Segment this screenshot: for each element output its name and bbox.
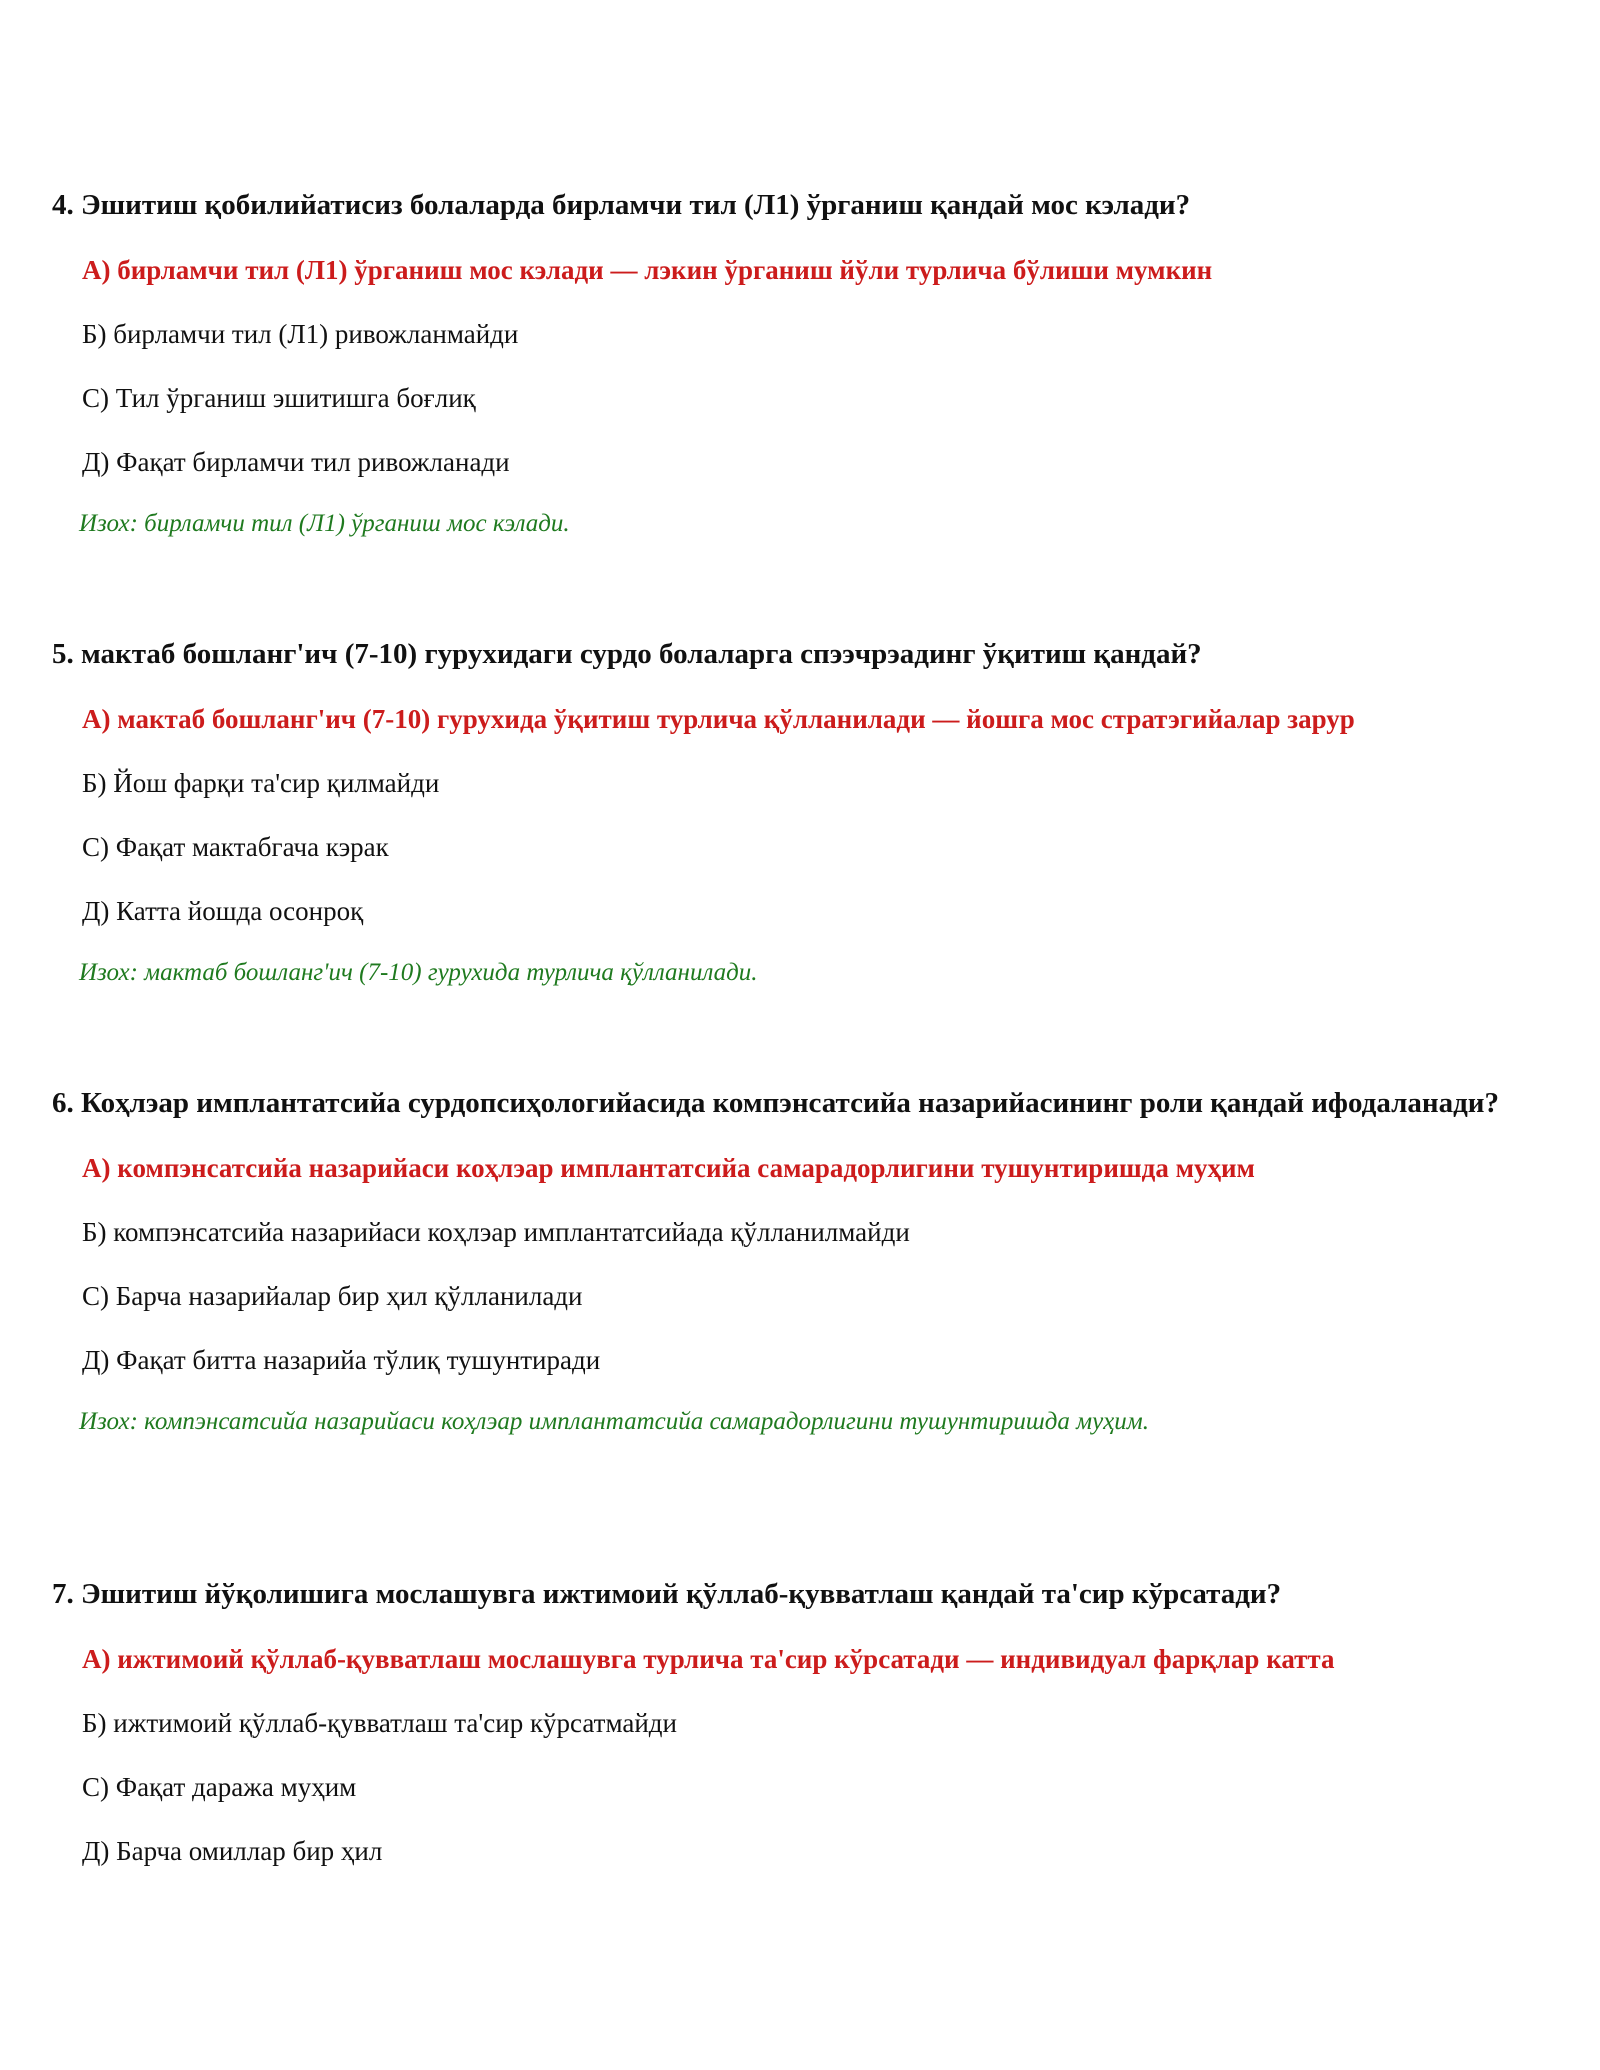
explanation-note: Изох: мактаб бошланг'ич (7-10) гурухида турлича қўлланилади. — [79, 959, 758, 986]
options-list — [52, 1136, 1532, 1392]
question-block-4 — [52, 184, 1532, 554]
option: Б) компэнсатсийа назарийаси коҳлэар имплантатсийада қўлланилмайди — [82, 1217, 910, 1247]
option: Д) Катта йошда осонроқ — [82, 896, 364, 926]
options-list — [52, 1627, 1532, 1883]
option: С) Фақат мактабгача кэрак — [82, 832, 389, 862]
question-title: 6. Коҳлэар имплантатсийа сурдопсиҳологийасида компэнсатсийа назарийасининг роли қандай ифодаланади? — [52, 1087, 1499, 1119]
question-block-6 — [52, 1082, 1532, 1452]
question-title: 5. мактаб бошланг'ич (7-10) гурухидаги сурдо болаларга спээчрэадинг ўқитиш қандай? — [52, 638, 1202, 670]
explanation-note: Изох: компэнсатсийа назарийаси коҳлэар имплантатсийа самарадорлигини тушунтиришда муҳим. — [79, 1408, 1149, 1435]
option: С) Фақат даража муҳим — [82, 1772, 357, 1802]
question-title: 4. Эшитиш қобилийатисиз болаларда бирламчи тил (Л1) ўрганиш қандай мос кэлади? — [52, 189, 1191, 221]
options-list — [52, 687, 1532, 943]
option: Б) ижтимоий қўллаб-қувватлаш та'сир кўрсатмайди — [82, 1708, 677, 1738]
option: С) Тил ўрганиш эшитишга боғлиқ — [82, 383, 476, 413]
explanation-note: Изох: бирламчи тил (Л1) ўрганиш мос кэлади. — [79, 510, 570, 537]
question-block-5 — [52, 633, 1532, 1003]
options-list — [52, 238, 1532, 494]
question-block-7 — [52, 1573, 1532, 1883]
option-correct: А) ижтимоий қўллаб-қувватлаш мослашувга турлича та'сир кўрсатади — индивидуал фарқлар катта — [82, 1644, 1335, 1674]
option: Б) бирламчи тил (Л1) ривожланмайди — [82, 319, 519, 349]
option-correct: А) бирламчи тил (Л1) ўрганиш мос кэлади — лэкин ўрганиш йўли турлича бўлиши мумкин — [82, 255, 1213, 285]
question-title: 7. Эшитиш йўқолишига мослашувга ижтимоий қўллаб-қувватлаш қандай та'сир кўрсатади? — [52, 1578, 1282, 1610]
option: Д) Фақат бирламчи тил ривожланади — [82, 447, 510, 477]
option: С) Барча назарийалар бир ҳил қўлланилади — [82, 1281, 583, 1311]
option: Б) Йош фарқи та'сир қилмайди — [82, 768, 440, 798]
option: Д) Фақат битта назарийа тўлиқ тушунтиради — [82, 1345, 601, 1375]
option-correct: А) мактаб бошланг'ич (7-10) гурухида ўқитиш турлича қўлланилади — йошга мос стратэгийалар зарур — [82, 704, 1355, 734]
option-correct: А) компэнсатсийа назарийаси коҳлэар имплантатсийа самарадорлигини тушунтиришда муҳим — [82, 1153, 1255, 1183]
option: Д) Барча омиллар бир ҳил — [82, 1836, 383, 1866]
